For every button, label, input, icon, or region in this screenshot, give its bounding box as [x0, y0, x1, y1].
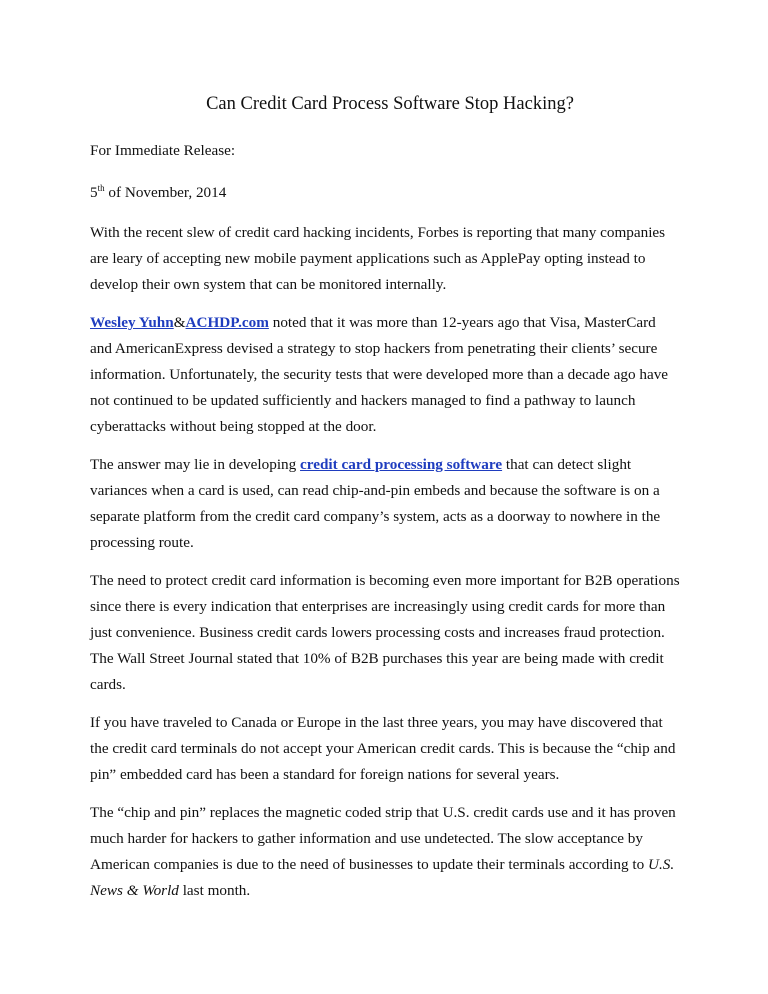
line-text: that can detect slight	[502, 456, 632, 473]
release-label: For Immediate Release:	[90, 142, 236, 159]
paragraph-5	[90, 710, 690, 788]
paragraph-1	[90, 220, 690, 298]
release-date	[90, 180, 690, 206]
paragraph-line: With the recent slew of credit card hacking incidents, Forbes is reporting that many companies	[90, 224, 666, 241]
paragraph-4	[90, 568, 690, 698]
paragraph-line	[90, 878, 690, 904]
document-title: Can Credit Card Process Software Stop Hacking?	[206, 94, 574, 114]
paragraph-line: pin” embedded card has been a standard for foreign nations for several years.	[90, 766, 560, 783]
paragraph-line	[90, 310, 690, 336]
paragraph-line: The Wall Street Journal stated that 10% of B2B purchases this year are being made with credit	[90, 650, 664, 667]
paragraph-line: the credit card terminals do not accept your American credit cards. This is because the “chip and	[90, 740, 676, 757]
processing-software-link[interactable]: credit card processing software	[300, 456, 503, 473]
paragraph-line: develop their own system that can be monitored internally.	[90, 276, 447, 293]
publication-name: News & World	[90, 882, 179, 899]
line-text: The answer may lie in developing	[90, 456, 301, 473]
ampersand: &	[173, 314, 186, 331]
paragraph-line: information. Unfortunately, the security tests that were developed more than a decade ago have	[90, 366, 669, 383]
paragraph-line: cyberattacks without being stopped at the door.	[90, 418, 377, 435]
paragraph-line: not continued to be updated sufficiently and hackers managed to find a pathway to launch	[90, 392, 636, 409]
paragraph-line	[90, 452, 690, 478]
paragraph-line: processing route.	[90, 534, 194, 551]
paragraph-line: much harder for hackers to gather information and use undetected. The slow acceptance by	[90, 830, 643, 847]
paragraph-line: cards.	[90, 676, 126, 693]
line-text: American companies is due to the need of businesses to update their terminals according to	[90, 856, 648, 873]
paragraph-line: The “chip and pin” replaces the magnetic coded strip that U.S. credit cards use and it has proven	[90, 804, 676, 821]
paragraph-line: separate platform from the credit card company’s system, acts as a doorway to nowhere in the	[90, 508, 661, 525]
paragraph-3	[90, 452, 690, 556]
paragraph-line: If you have traveled to Canada or Europe in the last three years, you may have discovered that	[90, 714, 663, 731]
paragraph-line: are leary of accepting new mobile payment applications such as ApplePay opting instead to	[90, 250, 646, 267]
paragraph-line: variances when a card is used, can read chip-and-pin embeds and because the software is on a	[90, 482, 660, 499]
paragraph-line	[90, 852, 690, 878]
line-text: last month.	[178, 882, 251, 899]
line-text: noted that it was more than 12-years ago that Visa, MasterCard	[268, 314, 656, 331]
paragraph-6	[90, 800, 690, 904]
paragraph-line: and AmericanExpress devised a strategy to stop hackers from penetrating their clients’ secure	[90, 340, 658, 357]
publication-name: U.S.	[647, 856, 675, 873]
achdp-link[interactable]: ACHDP.com	[185, 314, 269, 331]
wesley-yuhn-link[interactable]: Wesley Yuhn	[90, 314, 174, 331]
paragraph-2	[90, 310, 690, 440]
date-rest: of November, 2014	[104, 184, 227, 201]
paragraph-line: just convenience. Business credit cards lowers processing costs and increases fraud protection.	[90, 624, 665, 641]
date-suffix: th	[97, 182, 105, 193]
paragraph-line: The need to protect credit card information is becoming even more important for B2B operations	[90, 572, 680, 589]
paragraph-line: since there is every indication that enterprises are increasingly using credit cards for more than	[90, 598, 666, 615]
date-day: 5	[90, 184, 98, 201]
document-body	[90, 92, 690, 916]
